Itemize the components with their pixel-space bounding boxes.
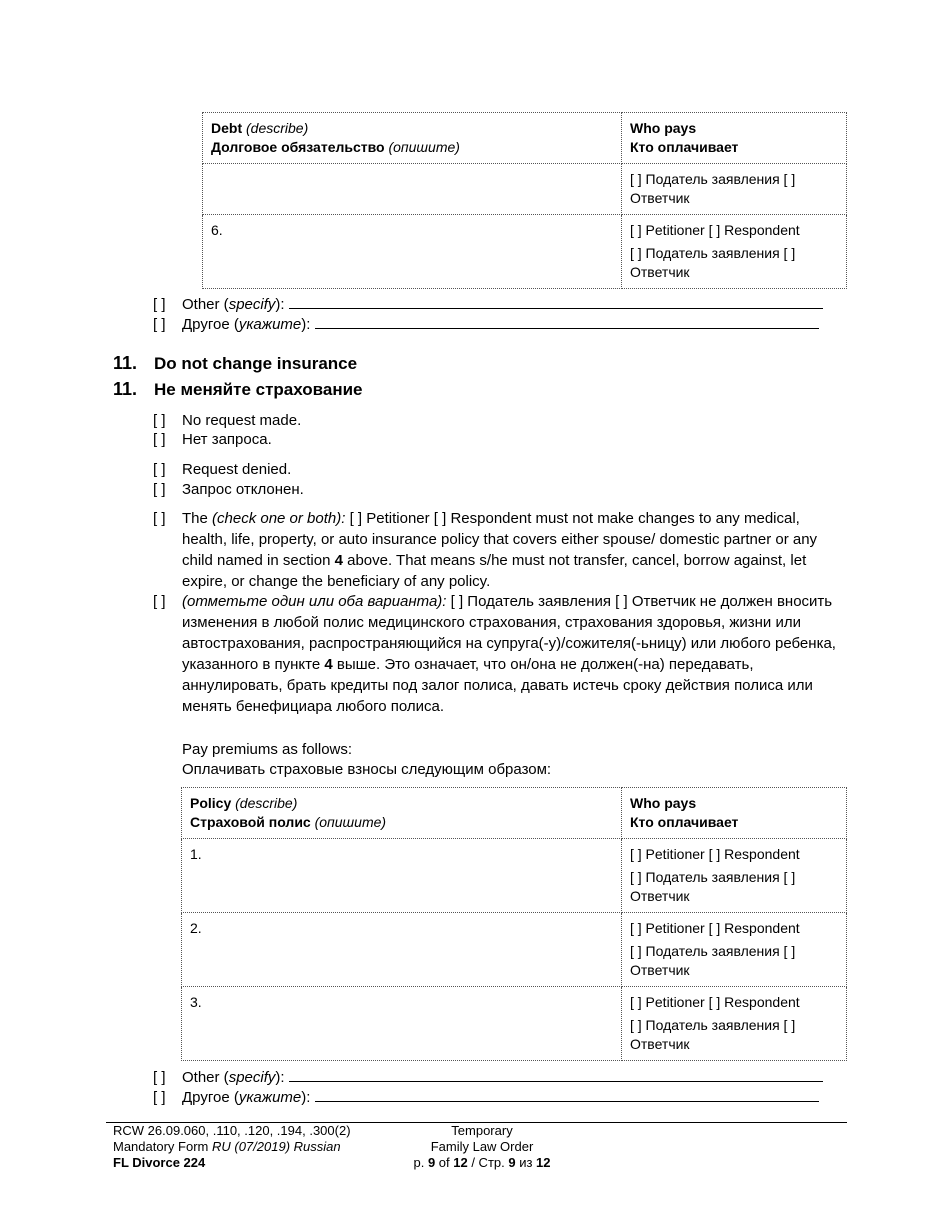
col-label-en: Who pays [630, 795, 697, 811]
who-pays-en[interactable]: [ ] Petitioner [ ] Respondent [630, 920, 800, 936]
who-pays-ru-cont: Ответчик [630, 190, 690, 206]
col-label-en: Who pays [630, 120, 697, 136]
who-pays-ru-cont: Ответчик [630, 264, 690, 280]
page-number: p. 9 of 12 / Стр. 9 из 12 [413, 1155, 551, 1170]
who-pays-ru[interactable]: [ ] Податель заявления [ ] [630, 943, 796, 959]
who-pays-ru[interactable]: [ ] Податель заявления [ ] [630, 245, 796, 261]
footer-mandatory [113, 1139, 351, 1155]
who-pays-ru-cont: Ответчик [630, 888, 690, 904]
section-heading-ru [113, 378, 363, 401]
who-pays-en[interactable]: [ ] Petitioner [ ] Respondent [630, 846, 800, 862]
who-pays-ru-cont: Ответчик [630, 962, 690, 978]
section-title: Do not change insurance [154, 354, 358, 373]
table-row [182, 913, 847, 987]
col-label-ru: Страховой полис [190, 814, 311, 830]
col-label-ru: Кто оплачивает [630, 814, 739, 830]
other-label: Other ( [182, 296, 229, 313]
other-label-end: ): [301, 316, 311, 333]
section-number: 11. [113, 379, 138, 399]
policy-table [181, 787, 847, 1061]
who-pays-column-header [622, 788, 847, 839]
footer-center [382, 1123, 582, 1171]
who-pays-cell [622, 913, 847, 987]
checkbox[interactable]: [ ] [153, 481, 166, 498]
who-pays-en[interactable]: [ ] Petitioner [ ] Respondent [630, 994, 800, 1010]
table-header-row [203, 113, 847, 164]
text: [ ] Petitioner [ ] Respondent must not make changes to any medical, health, life, property, or auto insurance policy that covers either spouse/ domestic partner or any child named in section [182, 510, 818, 569]
other-fill-line[interactable] [289, 295, 823, 309]
other-option-ru[interactable] [153, 1088, 819, 1107]
text-em: RU (07/2019) Russian [211, 1139, 341, 1154]
debt-table [202, 112, 847, 289]
no-request-option-ru[interactable] [153, 430, 272, 449]
other-fill-line[interactable] [315, 315, 819, 329]
checkbox[interactable]: [ ] [153, 510, 166, 527]
footer-rcw: RCW 26.09.060, .110, .120, .194, .300(2) [113, 1123, 351, 1138]
who-pays-cell [622, 215, 847, 289]
other-label: Другое ( [182, 316, 239, 333]
footer-left [113, 1123, 351, 1171]
denied-option-ru[interactable] [153, 480, 304, 499]
text: above. That means s/he must not transfer, cancel, borrow against, let expire, or change the beneficiary of any policy. [182, 552, 807, 590]
footer-title: Family Law Order [430, 1139, 534, 1154]
other-label-em: укажите [238, 1089, 302, 1106]
who-pays-cell [622, 839, 847, 913]
policy-cell[interactable]: 3. [182, 987, 622, 1061]
checkbox[interactable]: [ ] [153, 461, 166, 478]
table-row [203, 164, 847, 215]
who-pays-ru-cont: Ответчик [630, 1036, 690, 1052]
pay-premiums-label-ru: Оплачивать страховые взносы следующим образом: [182, 761, 552, 778]
footer-title: Temporary [451, 1123, 513, 1138]
col-note-ru: (опишите) [388, 139, 460, 155]
checkbox[interactable]: [ ] [153, 316, 166, 333]
col-label-en: Policy [190, 795, 232, 811]
col-label-en: Debt [211, 120, 243, 136]
other-label: Other ( [182, 1069, 229, 1086]
checkbox[interactable]: [ ] [153, 1089, 166, 1106]
who-pays-ru[interactable]: [ ] Податель заявления [ ] [630, 869, 796, 885]
section-title: Не меняйте страхование [154, 380, 363, 399]
section-number: 11. [113, 353, 138, 373]
table-header-row [182, 788, 847, 839]
other-label-end: ): [275, 1069, 285, 1086]
checkbox[interactable]: [ ] [153, 296, 166, 313]
no-request-option-en[interactable] [153, 411, 301, 430]
option-label: Нет запроса. [182, 431, 272, 448]
text: Mandatory Form [113, 1139, 212, 1154]
text-em: (check one or both): [212, 510, 346, 527]
policy-column-header [182, 788, 622, 839]
text: выше. Это означает, что он/она не должен(-на) передавать, аннулировать, брать кредиты под залог полиса, давать истечь сроку действия полиса или менять бенефициара любого полиса. [182, 656, 813, 715]
checkbox[interactable]: [ ] [153, 431, 166, 448]
other-label-em: specify [228, 1069, 276, 1086]
policy-cell[interactable]: 2. [182, 913, 622, 987]
col-note-en: (describe) [235, 795, 298, 811]
checkbox[interactable]: [ ] [153, 1069, 166, 1086]
option-label: No request made. [182, 412, 302, 429]
policy-cell[interactable]: 1. [182, 839, 622, 913]
other-label-end: ): [301, 1089, 311, 1106]
order-option-ru [182, 591, 842, 717]
text: [ ] Податель заявления [ ] Ответчик не должен вносить изменения в любой полис медицинского страхования, страхования здоровья, жизни или автострахования, распространяющийся на супруга(-у)/сожителя(-ьницу) или любого ребенка, указанного в пункте [182, 593, 836, 673]
who-pays-cell [622, 987, 847, 1061]
text-bold: 4 [324, 656, 333, 673]
denied-option-en[interactable] [153, 460, 291, 479]
who-pays-ru[interactable]: [ ] Податель заявления [ ] [630, 171, 796, 187]
checkbox[interactable]: [ ] [153, 593, 166, 610]
other-option-ru[interactable] [153, 315, 819, 334]
footer-form-id: FL Divorce 224 [113, 1155, 206, 1170]
debt-cell[interactable] [203, 164, 622, 215]
other-label: Другое ( [182, 1089, 239, 1106]
who-pays-column-header [622, 113, 847, 164]
other-option-en[interactable] [153, 295, 823, 314]
option-label: Запрос отклонен. [182, 481, 304, 498]
section-heading-en [113, 352, 357, 375]
text-em: (отметьте один или оба варианта): [182, 593, 447, 610]
other-label-end: ): [275, 296, 285, 313]
pay-premiums-label-en: Pay premiums as follows: [182, 741, 353, 758]
debt-cell[interactable]: 6. [203, 215, 622, 289]
table-row [182, 839, 847, 913]
table-row [203, 215, 847, 289]
debt-column-header [203, 113, 622, 164]
table-row [182, 987, 847, 1061]
who-pays-cell [622, 164, 847, 215]
checkbox[interactable]: [ ] [153, 412, 166, 429]
other-fill-line[interactable] [289, 1068, 823, 1082]
option-label: Request denied. [182, 461, 292, 478]
who-pays-ru[interactable]: [ ] Податель заявления [ ] [630, 1017, 796, 1033]
other-option-en[interactable] [153, 1068, 823, 1087]
other-label-em: укажите [238, 316, 302, 333]
col-note-ru: (опишите) [314, 814, 387, 830]
text: The [182, 510, 213, 527]
text-bold: 4 [334, 552, 343, 569]
col-note-en: (describe) [246, 120, 309, 136]
other-label-em: specify [228, 296, 276, 313]
col-label-ru: Долговое обязательство [211, 139, 385, 155]
who-pays-en[interactable]: [ ] Petitioner [ ] Respondent [630, 222, 800, 238]
other-fill-line[interactable] [315, 1088, 819, 1102]
order-option-en [182, 508, 842, 592]
col-label-ru: Кто оплачивает [630, 139, 739, 155]
